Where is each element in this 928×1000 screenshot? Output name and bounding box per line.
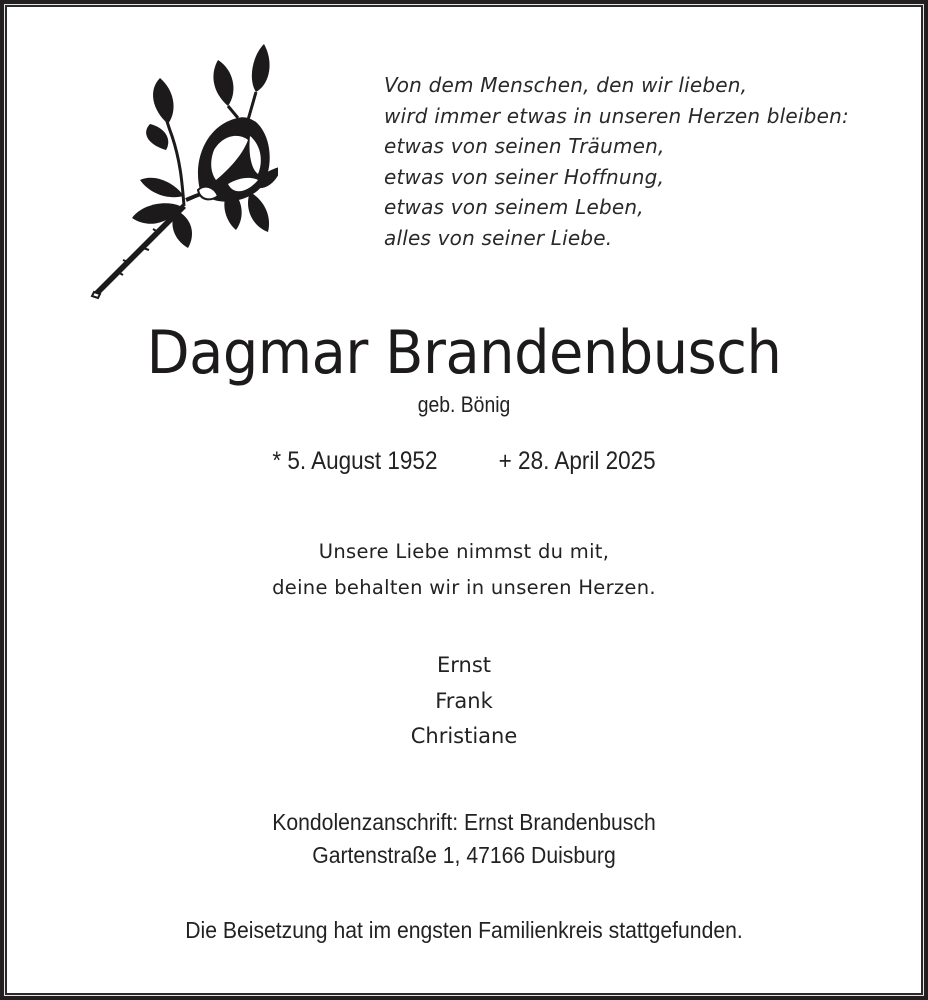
address-line: Gartenstraße 1, 47166 Duisburg: [312, 842, 616, 868]
address-line: Kondolenzanschrift: Ernst Brandenbusch: [272, 809, 656, 835]
poem-line: etwas von seinem Leben,: [384, 195, 644, 219]
poem-line: alles von seiner Liebe.: [384, 225, 613, 250]
verse-line: deine behalten wir in unseren Herzen.: [272, 576, 656, 599]
life-dates: [46, 447, 881, 476]
burial-note: Die Beisetzung hat im engsten Familienkreis stattgefunden.: [185, 917, 743, 943]
condolence-address: [37, 806, 891, 872]
mourner-name: Ernst: [436, 653, 492, 677]
mourner-name: Christiane: [410, 724, 518, 748]
verse-line: Unsere Liebe nimmst du mit,: [318, 540, 610, 563]
mourner-name: Frank: [435, 688, 493, 713]
poem: [384, 70, 849, 253]
maiden-name: geb. Bönig: [417, 392, 511, 417]
poem-line: etwas von seiner Hoffnung,: [384, 164, 665, 189]
farewell-verse: [0, 534, 928, 606]
poem-line: etwas von seinen Träumen,: [384, 134, 665, 158]
poem-line: wird immer etwas in unseren Herzen bleiben:: [384, 103, 849, 128]
death-date: + 28. April 2025: [498, 447, 656, 475]
mourners-list: [0, 648, 928, 755]
deceased-name: Dagmar Brandenbusch: [146, 318, 782, 388]
poem-line: Von dem Menschen, den wir lieben,: [384, 73, 748, 97]
birth-date: * 5. August 1952: [272, 447, 438, 475]
rose-icon: [88, 40, 278, 302]
